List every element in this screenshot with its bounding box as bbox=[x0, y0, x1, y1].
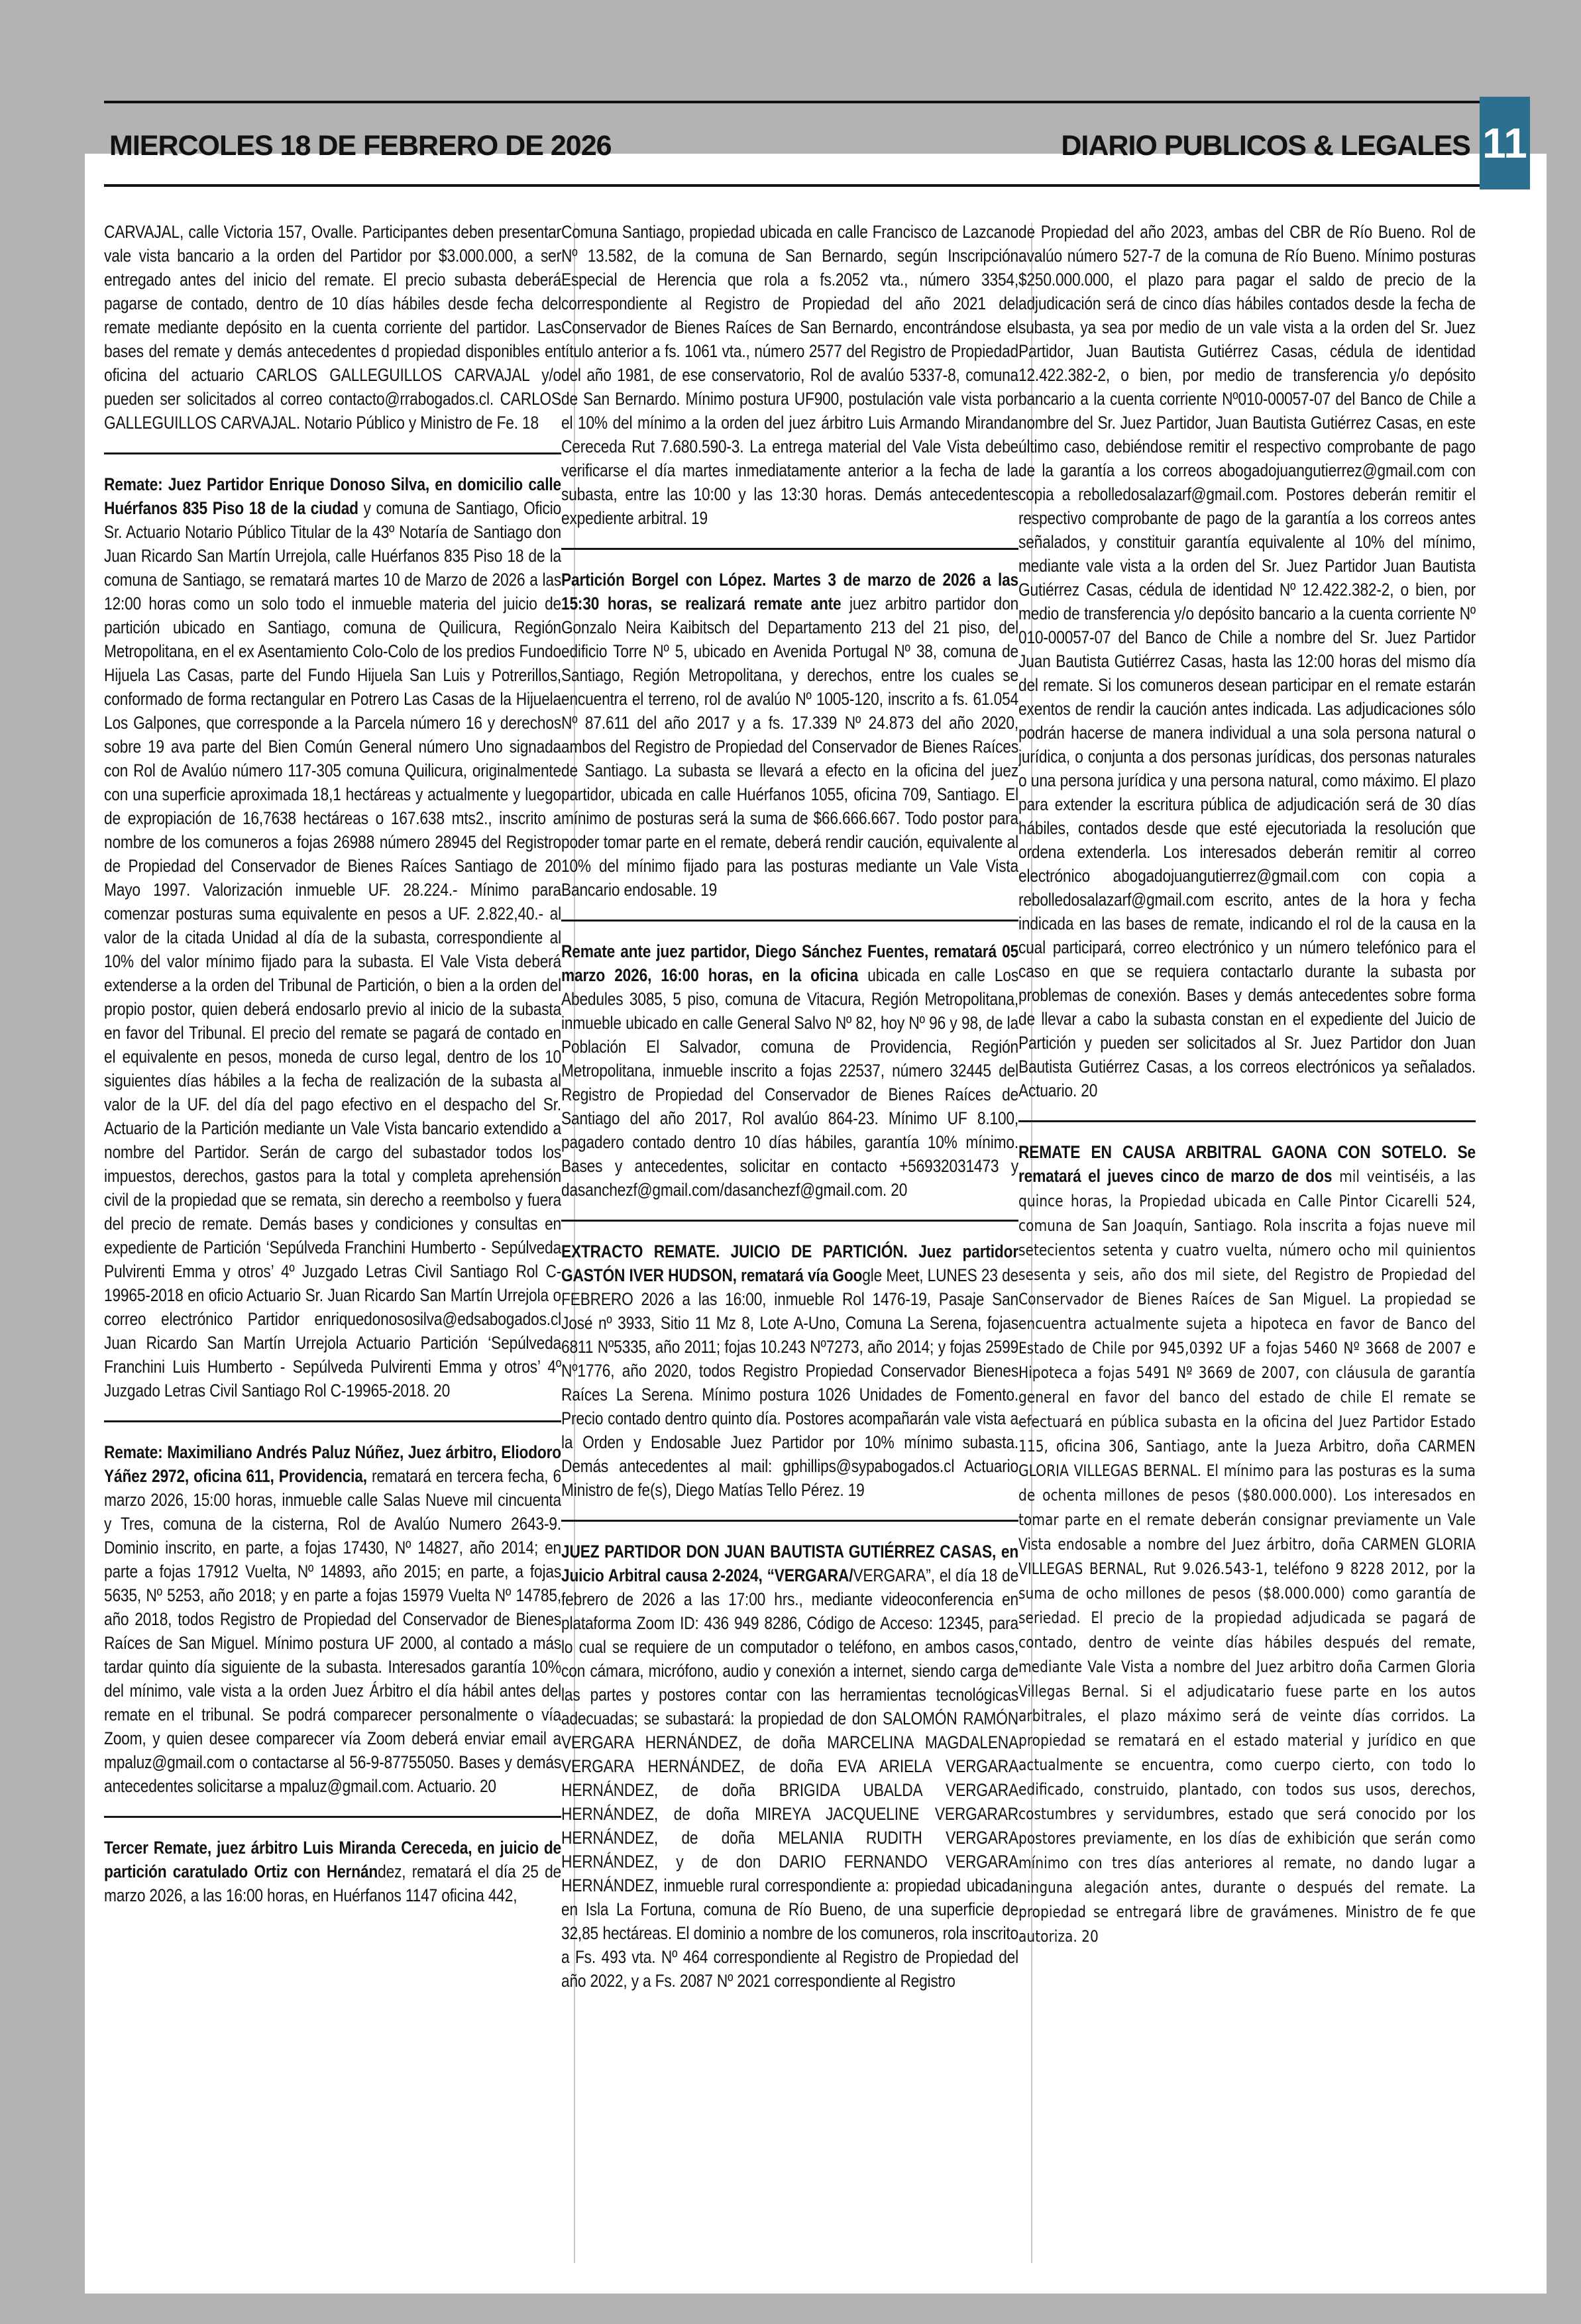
legal-notice bbox=[561, 220, 1018, 530]
notice-body: ubicada en calle Los Abedules 3085, 5 piso, comuna de Vitacura, Región Metropolitana, inmueble ubicado en calle General Salvo Nº 82, hoy Nº 96 y 98, de la Población El Salvador, comuna de Providencia, Región Metropolitana, inmueble inscrito a fojas 22537, número 32445 del Registro de Propiedad del Conservador de Bienes Raíces de Santiago del año 2017, Rol avalúo 864-23. Mínimo UF 8.100, pagadero contado dentro 10 días hábiles, garantía 10% mínimo. Bases y antecedentes, solicitar en contacto +56932031473 y dasanchezf@gmail.com/dasanchezf@gmail.com. 20 bbox=[561, 965, 1018, 1200]
text-column-1 bbox=[104, 220, 561, 2290]
notice-lead: REMATE EN CAUSA ARBITRAL GAONA CON SOTELO. Se rematará el jueves cinco de marzo de dos bbox=[1018, 1142, 1476, 1186]
text-column-content bbox=[561, 220, 1018, 1993]
notice-separator bbox=[561, 1520, 1018, 1522]
legal-notice bbox=[104, 1440, 561, 1798]
page-number-badge: 11 bbox=[1480, 97, 1530, 189]
notice-separator bbox=[561, 920, 1018, 922]
legal-notice bbox=[104, 472, 561, 1402]
notice-body: CARVAJAL, calle Victoria 157, Ovalle. Participantes deben presentar vale vista bancario a la orden del Partidor por $3.000.000, a ser entregado antes del inicio del remate. El precio subasta deberá pagarse de contado, dentro de 10 días hábiles desde fecha del remate mediante depósito en la cuenta corriente del partidor. Las bases del remate y demás antecedentes d propiedad disponibles en oficina del actuario CARLOS GALLEGUILLOS CARVAJAL y/o pueden ser solicitados al correo contacto@rrabogados.cl. CARLOS GALLEGUILLOS CARVAJAL. Notario Público y Ministro de Fe. 18 bbox=[104, 222, 561, 433]
notice-body: mil veintiséis, a las quince horas, la Propiedad ubicada en Calle Pintor Cicarelli 524, comuna de San Joaquín, Santiago. Rola inscrita a fojas nueve mil setecientos setenta y cuatro vuelta, número ocho mil quinientos sesenta y seis, año dos mil siete, del Registro de Propiedad del Conservador de Bienes Raíces de San Miguel. La propiedad se encuentra actualmente sujeta a hipoteca en favor de Banco del Estado de Chile por 945,0392 UF a fojas 5460 Nº 3668 de 2007 e Hipoteca a fojas 5491 Nº 3669 de 2007, con cláusula de garantía general en favor del banco del estado de chile El remate se efectuará en pública subasta en la oficina del Juez Partidor Estado 115, oficina 306, Santiago, ante la Jueza Arbitro, doña CARMEN GLORIA VILLEGAS BERNAL. El mínimo para las posturas es la suma de ochenta millones de pesos ($80.000.000). Los interesados en tomar parte en el remate deberán consignar previamente un Vale Vista endosable a nombre del Juez árbitro, doña CARMEN GLORIA VILLEGAS BERNAL, Rut 9.026.543-1, teléfono 9 8228 2012, por la suma de ocho millones de pesos ($8.000.000) como garantía de seriedad. El precio de la propiedad adjudicada se pagará de contado, dentro de veinte días hábiles después del remate, mediante Vale Vista a nombre del Juez arbitro doña Carmen Gloria Villegas Bernal. Si el adjudicatario fuese parte en los autos arbitrales, el plazo máximo será de veinte días corridos. La propiedad se rematará en el estado material y jurídico en que actualmente se encuentra, como cuerpo cierto, con todo lo edificado, construido, plantado, con todos sus usos, derechos, costumbres y servidumbres, estado que será conocido por los postores previamente, en los días de exhibición que serán como mínimo con tres días anteriores al remate, no dando lugar a ninguna alegación antes, durante o después del remate. La propiedad se entregará libre de gravámenes. Ministro de fe que autoriza. 20 bbox=[1018, 1167, 1476, 1946]
text-column-content bbox=[104, 220, 561, 1907]
legal-notice bbox=[1018, 1140, 1476, 1948]
notice-lead: Partición Borgel con López. Martes 3 de marzo de 2026 a las 15:30 horas, se realizará remate ante bbox=[561, 570, 1018, 613]
notice-body: de Propiedad del año 2023, ambas del CBR de Río Bueno. Rol de avalúo número 527-7 de la comuna de Río Bueno. Mínimo posturas $250.000.000, el plazo para pagar el saldo de precio de la adjudicación será de cinco días hábiles contados desde la fecha de subasta, ya sea por medio de un vale vista a la orden del Sr. Juez Partidor, Juan Bautista Gutiérrez Casas, cédula de identidad 12.422.382-2, o bien, por medio de transferencia y/o depósito bancario a la cuenta corriente Nº010-00057-07 del Banco de Chile a nombre del Sr. Juez Partidor, Juan Bautista Gutiérrez Casas, en este último caso, debiéndose remitir el respectivo comprobante de pago de la garantía a los correos abogadojuangutierrez@gmail.com con copia a rebolledosalazarf@gmail.com. Postores deberán remitir el respectivo comprobante de pago de la garantía a los correos antes señalados, y constituir garantía equivalente al 10% del mínimo, mediante vale vista a la orden del Sr. Juez Partidor Juan Bautista Gutiérrez Casas, cédula de identidad Nº 12.422.382-2, o bien, por medio de transferencia y/o depósito bancario a la cuenta corriente Nº 010-00057-07 del Banco de Chile a nombre del Sr. Juez Partidor Juan Bautista Gutiérrez Casas, hasta las 12:00 horas del mismo día del remate. Si los comuneros desean participar en el remate estarán exentos de rendir la caución antes indicada. Las adjudicaciones sólo podrán hacerse de manera individual a una sola persona natural o jurídica, o conjunta a dos personas jurídicas, dos personas naturales o una persona jurídica y una persona natural, como máximo. El plazo para extender la escritura pública de adjudicación será de 30 días hábiles, contados desde que esté ejecutoriada la resolución que ordena extenderla. Los interesados deberán remitir al correo electrónico abogadojuangutierrez@gmail.com con copia a rebolledosalazarf@gmail.com escrito, antes de la hora y fecha indicada en las bases de remate, indicando el rol de la causa en la cual participará, correo electrónico y un número telefónico para el caso en que se requiera contactarlo durante la subasta por problemas de conexión. Bases y demás antecedentes sobre forma de llevar a cabo la subasta constan en el expediente del Juicio de Partición y pueden ser solicitados al Sr. Juez Partidor don Juan Bautista Gutiérrez Casas, a los correos electrónicos ya señalados. Actuario. 20 bbox=[1018, 222, 1476, 1100]
notice-lead: JUEZ PARTIDOR DON JUAN BAUTISTA GUTIÉRREZ CASAS, en Juicio Arbitral causa 2-2024, “VERGARA/ bbox=[561, 1542, 1018, 1585]
edition-date: MIERCOLES 18 DE FEBRERO DE 2026 bbox=[109, 129, 612, 162]
notice-body: y comuna de Santiago, Oficio Sr. Actuario Notario Público Titular de la 43º Notaría de Santiago don Juan Ricardo San Martín Urrejola, calle Huérfanos 835 Piso 18 de la comuna de Santiago, se rematará martes 10 de Marzo de 2026 a las 12:00 horas como un solo todo el inmueble materia del juicio de partición ubicado en Santiago, comuna de Quilicura, Región Metropolitana, en el ex Asentamiento Colo-Colo de los predios Fundo Hijuela Las Casas, parte del Fundo Hijuela San Luis y Potrerillos, conformado de forma rectangular en Potrero Las Casas de la Hijuela Los Galpones, que corresponde a la Parcela número 16 y derechos sobre 19 ava parte del Bien Común General número Uno signada con Rol de Avalúo número 117-305 comuna Quilicura, originalmente con una superficie aproximada 18,1 hectáreas y actualmente y luego de expropiación de 16,7638 hectáreas o 167.638 mts2., inscrito a nombre de los comuneros a fojas 26988 número 28945 del Registro de Propiedad del Conservador de Bienes Raíces Santiago de 20 Mayo 1997. Valorización inmueble UF. 28.224.- Mínimo para comenzar posturas suma equivalente en pesos a UF. 2.822,40.- al valor de la citada Unidad al día de la subasta, correspondiente al 10% del valor mínimo fijado para la subasta. El Vale Vista deberá extenderse a la orden del Tribunal de Partición, o bien a la orden del propio postor, quien deberá endosarlo previo al inicio de la subasta en favor del Tribunal. El precio del remate se pagará de contado en el equivalente en pesos, moneda de curso legal, dentro de los 10 siguientes días hábiles a la fecha de realización de la subasta al valor de la UF. del día del pago efectivo en el despacho del Sr. Actuario de la Partición mediante un Vale Vista bancario extendido a nombre del Partidor. Serán de cargo del subastador todos los impuestos, derechos, gastos para la total y completa aprehensión civil de la propiedad que se remata, sin derecho a reembolso y fuera del precio de remate. Demás bases y condiciones y consultas en expediente de Partición ‘Sepúlveda Franchini Humberto - Sepúlveda Pulvirenti Emma y otros’ 4º Juzgado Letras Civil Santiago Rol C-19965-2018 en oficio Actuario Sr. Juan Ricardo San Martín Urrejola o correo electrónico Partidor enriquedonososilva@edsabogados.cl Juan Ricardo San Martín Urrejola Actuario Partición ‘Sepúlveda Franchini Luis Humberto - Sepúlveda Pulvirenti Emma y otros’ 4º Juzgado Letras Civil Santiago Rol C-19965-2018. 20 bbox=[104, 498, 561, 1400]
legal-notice bbox=[561, 1540, 1018, 1993]
notice-lead: EXTRACTO REMATE. JUICIO DE PARTICIÓN. Juez partidor GASTÓN IVER HUDSON, rematará vía Goo bbox=[561, 1241, 1018, 1285]
notice-body: gle Meet, LUNES 23 de FEBRERO 2026 a las 16:00, inmueble Rol 1476-19, Pasaje San José nº 3933, Sitio 11 Mz 8, Lote A-Uno, Comuna La Serena, fojas 6811 Nº5335, año 2011; fojas 10.243 Nº7273, año 2014; y fojas 2599 Nº1776, año 2020, todos Registro Propiedad Conservador Bienes Raíces La Serena. Mínimo postura 1026 Unidades de Fomento. Precio contado dentro quinto día. Postores acompañarán vale vista a la Orden y Endosable Juez Partidor por 10% mínimo subasta. Demás antecedentes al mail: gphillips@sypabogados.cl Actuario Ministro de fe(s), Diego Matías Tello Pérez. 19 bbox=[561, 1265, 1018, 1500]
notice-lead: Remate: Juez Partidor Enrique Donoso Silva, en domicilio calle Huérfanos 835 Piso 18 de la ciudad bbox=[104, 474, 561, 518]
legal-notice bbox=[561, 939, 1018, 1202]
notice-separator bbox=[104, 1816, 561, 1818]
notice-separator bbox=[104, 452, 561, 454]
text-column-3 bbox=[1018, 220, 1476, 2290]
notice-body: juez arbitro partidor don Gonzalo Neira Kaibitsch del Departamento 213 del 21 piso, del edificio Torre Nº 5, ubicado en Avenida Portugal Nº 38, comuna de Santiago, Región Metropolitana, y derechos, entre los cuales se encuentra el terreno, rol de avalúo Nº 1005-120, inscrito a fs. 61.054 Nº 87.611 del año 2017 y a fs. 17.339 Nº 24.873 del año 2020, ambos del Registro de Propiedad del Conservador de Bienes Raíces de Santiago. La subasta se llevará a efecto en la oficina del juez partidor, ubicada en calle Huérfanos 1055, oficina 709, Santiago. El mínimo de posturas será la suma de $66.666.667. Todo postor para poder tomar parte en el remate, deberá rendir caución, equivalente al 10% del mínimo fijado para las posturas mediante un Vale Vista Bancario endosable. 19 bbox=[561, 594, 1018, 900]
masthead-title: DIARIO PUBLICOS & LEGALES bbox=[1061, 129, 1470, 162]
header-rule-bottom bbox=[104, 184, 1530, 187]
notices-columns bbox=[104, 220, 1530, 2290]
legal-notice bbox=[561, 568, 1018, 902]
notice-separator bbox=[561, 548, 1018, 550]
legal-notice bbox=[104, 1836, 561, 1907]
notice-separator bbox=[1018, 1120, 1476, 1122]
legal-notice bbox=[1018, 220, 1476, 1102]
legal-notice bbox=[561, 1240, 1018, 1502]
notice-lead: Tercer Remate, juez árbitro Luis Miranda Cereceda, en juicio de partición caratulado Ortiz con Hernán bbox=[104, 1838, 561, 1881]
text-column-2 bbox=[561, 220, 1018, 2290]
legal-notice bbox=[104, 220, 561, 435]
notice-body: VERGARA”, el día 18 de febrero de 2026 a las 17:00 hrs., mediante videoconferencia en plataforma Zoom ID: 436 949 8286, Código de Acceso: 12345, para lo cual se requiere de un computador o teléfono, en ambos casos, con cámara, micrófono, audio y conexión a internet, siendo carga de las partes y postores contar con las herramientas tecnológicas adecuadas; se subastará: la propiedad de don SALOMÓN RAMÓN VERGARA HERNÁNDEZ, de doña MARCELINA MAGDALENA VERGARA HERNÁNDEZ, de doña EVA ARIELA VERGARA HERNÁNDEZ, de doña BRIGIDA UBALDA VERGARA HERNÁNDEZ, de doña MIREYA JACQUELINE VERGARAR HERNÁNDEZ, de doña MELANIA RUDITH VERGARA HERNÁNDEZ, y de don DARIO FERNANDO VERGARA HERNÁNDEZ, inmueble rural correspondiente a: propiedad ubicada en Isla La Fortuna, comuna de Río Bueno, de una superficie de 32,85 hectáreas. El dominio a nombre de los comuneros, rola inscrito a Fs. 493 vta. Nº 464 correspondiente al Registro de Propiedad del año 2022, y a Fs. 2087 Nº 2021 correspondiente al Registro bbox=[561, 1565, 1018, 1991]
notice-separator bbox=[561, 1220, 1018, 1222]
notice-lead: Remate: Maximiliano Andrés Paluz Núñez, Juez árbitro, Eliodoro Yáñez 2972, oficina 611, Providencia, bbox=[104, 1442, 561, 1486]
notice-body: dez, rematará el día 25 de marzo 2026, a las 16:00 horas, en Huérfanos 1147 oficina 442, bbox=[104, 1862, 561, 1905]
header-rule-top bbox=[104, 101, 1530, 103]
notice-lead: Remate ante juez partidor, Diego Sánchez Fuentes, rematará 05 marzo 2026, 16:00 horas, en la oficina bbox=[561, 941, 1018, 985]
notice-body: Comuna Santiago, propiedad ubicada en calle Francisco de Lazcano Nº 13.582, de la comuna de San Bernardo, según Inscripción Especial de Herencia que rola a fs.2052 vta., número 3354, correspondiente al Registro de Propiedad del año 2021 del Conservador de Bienes Raíces de San Bernardo, encontrándose el título anterior a fs. 1061 vta., número 2577 del Registro de Propiedad del año 1981, de ese conservatorio, Rol de avalúo 5337-8, comuna de San Bernardo. Mínimo postura UF900, postulación vale vista por el 10% del mínimo a la orden del juez árbitro Luis Armando Miranda Cereceda Rut 7.680.590-3. La entrega material del Vale Vista debe verificarse el día martes inmediatamente anterior a la fecha de la subasta, entre las 10:00 y las 13:30 horas. Demás antecedentes expediente arbitral. 19 bbox=[561, 222, 1018, 528]
notice-separator bbox=[104, 1420, 561, 1422]
text-column-content bbox=[1018, 220, 1476, 1948]
notice-body: rematará en tercera fecha, 6 marzo 2026, 15:00 horas, inmueble calle Salas Nueve mil cincuenta y Tres, comuna de la cisterna, Rol de Avalúo Numero 2643-9. Dominio inscrito, en parte, a fojas 17430, Nº 14827, año 2014; en parte a fojas 17912 Vuelta, Nº 14893, año 2015; en parte, a fojas 5635, Nº 5253, año 2018; y en parte a fojas 15979 Vuelta Nº 14785, año 2018, todos Registro de Propiedad del Conservador de Bienes Raíces de San Miguel. Mínimo postura UF 2000, al contado a más tardar quinto día siguiente de la subasta. Interesados garantía 10% del mínimo, vale vista a la orden Juez Árbitro el día hábil antes del remate en el tribunal. Se podrá comparecer personalmente o vía Zoom, y quien desee comparecer vía Zoom deberá enviar email a mpaluz@gmail.com o contactarse al 56-9-87755050. Bases y demás antecedentes solicitarse a mpaluz@gmail.com. Actuario. 20 bbox=[104, 1466, 561, 1796]
page-header bbox=[104, 0, 1530, 199]
